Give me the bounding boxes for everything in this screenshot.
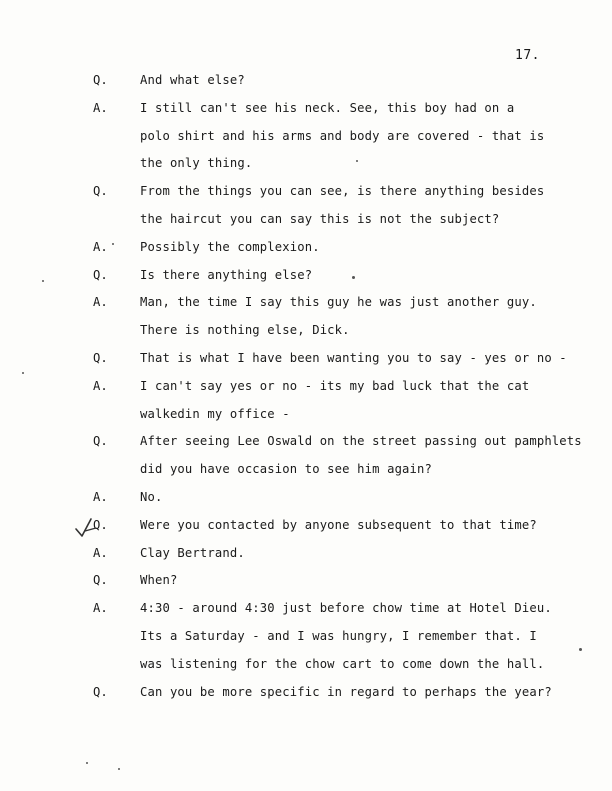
transcript-line <box>0 209 612 229</box>
transcript-line <box>0 153 612 173</box>
speaker-label: Q. <box>93 351 108 365</box>
line-text: was listening for the chow cart to come down the hall. <box>140 656 545 671</box>
line-text: 4:30 - around 4:30 just before chow time at Hotel Dieu. <box>140 601 552 616</box>
line-text: the haircut you can say this is not the subject? <box>140 212 500 226</box>
speaker-label: Q. <box>93 434 108 449</box>
transcript-line <box>0 459 612 479</box>
speaker-label: Q. <box>93 684 108 699</box>
line-text: That is what I have been wanting you to say - yes or no - <box>140 351 567 365</box>
line-text: After seeing Lee Oswald on the street passing out pamphlets <box>140 434 582 449</box>
line-text: And what else? <box>140 73 245 87</box>
transcript-line <box>0 292 612 312</box>
speaker-label: A. <box>93 378 108 393</box>
line-text: did you have occasion to see him again? <box>140 462 433 477</box>
line-text: Its a Saturday - and I was hungry, I remember that. I <box>140 629 537 643</box>
line-text: From the things you can see, is there anything besides <box>140 184 545 199</box>
speaker-label: A. <box>93 601 108 616</box>
speaker-label: Q. <box>93 267 108 282</box>
line-text: Were you contacted by anyone subsequent to that time? <box>140 517 537 532</box>
transcript-line <box>0 126 612 146</box>
speaker-label: Q. <box>93 517 108 532</box>
transcript-line <box>0 404 612 424</box>
line-text: Clay Bertrand. <box>140 545 245 560</box>
line-text: polo shirt and his arms and body are covered - that is <box>140 128 545 143</box>
transcript-line <box>0 598 612 618</box>
speaker-label: A. <box>93 100 108 115</box>
line-text: I can't say yes or no - its my bad luck that the cat <box>140 378 530 393</box>
speaker-label: Q. <box>93 184 108 199</box>
transcript-line <box>0 543 612 563</box>
transcript-line <box>0 682 612 702</box>
speaker-label: Q. <box>93 73 108 87</box>
transcript-line <box>0 98 612 118</box>
speaker-label: Q. <box>93 573 108 588</box>
transcript-line <box>0 626 612 646</box>
transcript-line <box>0 181 612 201</box>
transcript-line <box>0 237 612 257</box>
line-text: Man, the time I say this guy he was just another guy. <box>140 295 537 310</box>
speaker-label: A. <box>93 545 108 560</box>
transcript-line <box>0 70 612 90</box>
transcript-line <box>0 320 612 340</box>
line-text: the only thing. <box>140 156 253 171</box>
speaker-label: A. <box>93 239 108 254</box>
line-text: Possibly the complexion. <box>140 239 320 254</box>
transcript-line <box>0 654 612 674</box>
line-text: Can you be more specific in regard to perhaps the year? <box>140 684 552 699</box>
line-text: No. <box>140 490 163 504</box>
transcript-line <box>0 570 612 590</box>
line-text: There is nothing else, Dick. <box>140 323 350 338</box>
line-text: I still can't see his neck. See, this boy had on a <box>140 100 515 115</box>
transcript-line <box>0 487 612 507</box>
transcript-line <box>0 265 612 285</box>
line-text: When? <box>140 573 178 588</box>
line-text: walkedin my office - <box>140 406 290 421</box>
speaker-label: A. <box>93 295 108 310</box>
transcript-line <box>0 376 612 396</box>
page-number: 17. <box>515 48 540 63</box>
transcript-line <box>0 431 612 451</box>
transcript-line <box>0 348 612 368</box>
speaker-label: A. <box>93 490 108 504</box>
handwritten-check-mark <box>74 515 110 541</box>
line-text: Is there anything else? <box>140 267 313 282</box>
